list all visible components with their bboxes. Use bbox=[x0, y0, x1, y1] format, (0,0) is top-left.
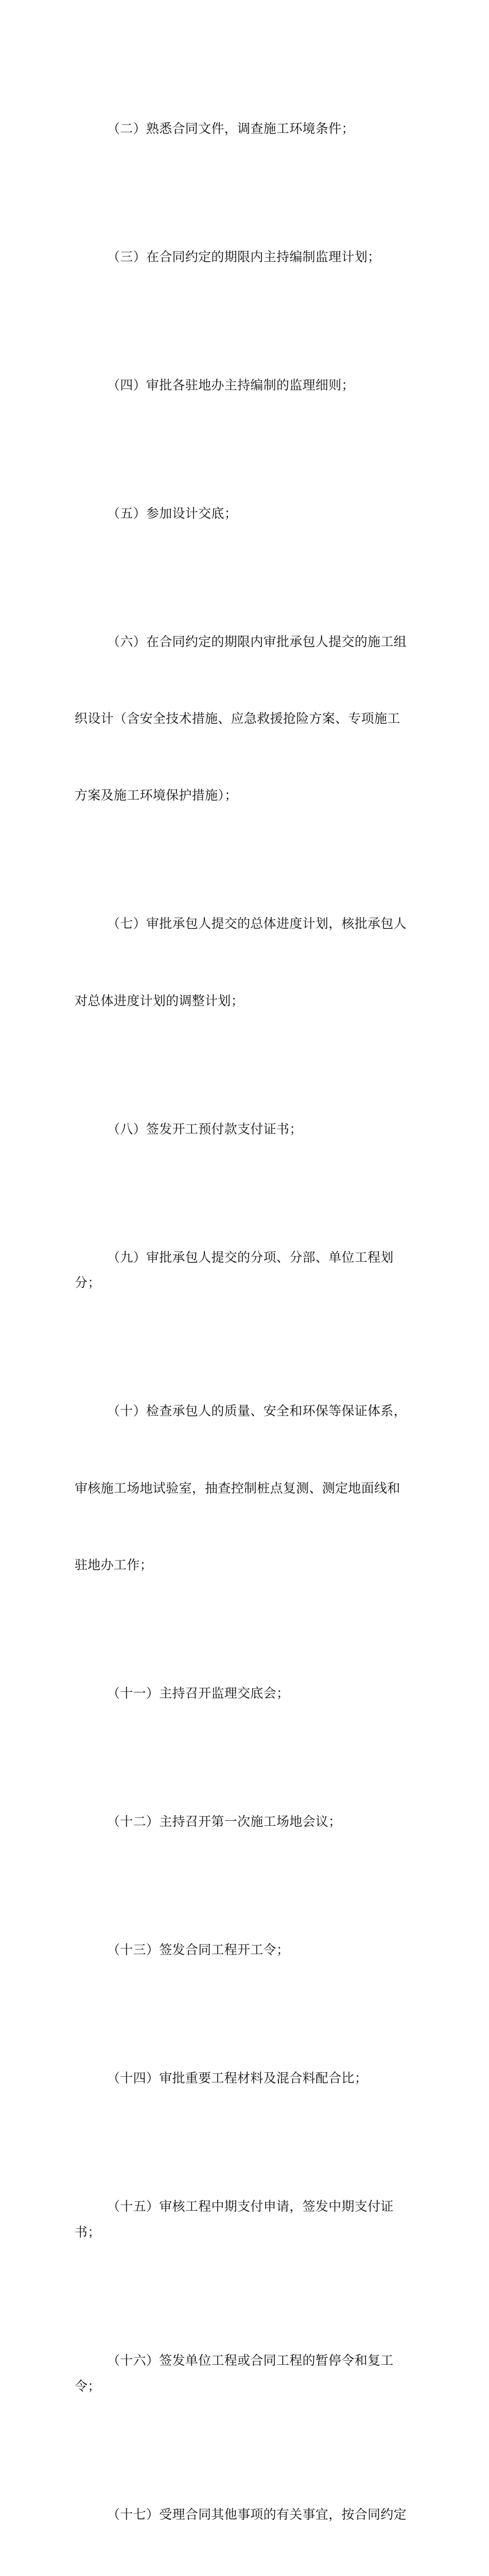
text-line: 对总体进度计划的调整计划； bbox=[75, 993, 244, 1008]
paragraph-11 bbox=[75, 1630, 409, 1758]
text-line: （八）签发开工预付款支付证书； bbox=[107, 1121, 303, 1137]
paragraph-9 bbox=[75, 1193, 409, 1347]
text-line: 织设计（含安全技术措施、应急救援抢险方案、专项施工 bbox=[75, 710, 400, 726]
text-line: （十二）主持召开第一次施工场地会议； bbox=[107, 1814, 342, 1829]
paragraph-10 bbox=[75, 1347, 409, 1630]
text-line: （十五）审核工程中期支付申请，签发中期支付证书； bbox=[75, 2199, 394, 2240]
paragraph-7 bbox=[75, 860, 409, 1065]
paragraph-12 bbox=[75, 1758, 409, 1886]
text-line: （五）参加设计交底； bbox=[107, 505, 238, 521]
paragraph-16 bbox=[75, 2296, 409, 2450]
paragraph-4 bbox=[75, 321, 409, 449]
paragraph-13 bbox=[75, 1886, 409, 2014]
text-line: （十六）签发单位工程或合同工程的暂停令和复工令； bbox=[75, 2352, 394, 2394]
text-line: （十四）审批重要工程材料及混合料配合比； bbox=[107, 2071, 368, 2086]
paragraph-17 bbox=[75, 2450, 409, 2576]
text-line: （三）在合同约定的期限内主持编制监理计划； bbox=[107, 249, 381, 264]
text-line: 审核施工场地试验室，抽查控制桩点复测、测定地面线和 bbox=[75, 1480, 400, 1496]
text-line: 驻地办工作； bbox=[75, 1557, 153, 1573]
text-line: （十三）签发合同工程开工令； bbox=[107, 1942, 290, 1958]
paragraph-14 bbox=[75, 2014, 409, 2143]
paragraph-8 bbox=[75, 1065, 409, 1193]
document-body bbox=[75, 64, 409, 2576]
text-line: 方案及施工环境保护措施）； bbox=[75, 788, 238, 803]
text-line: （七）审批承包人提交的总体进度计划，核批承包人 bbox=[107, 916, 407, 931]
text-line: （九）审批承包人提交的分项、分部、单位工程划分； bbox=[75, 1249, 394, 1291]
paragraph-2 bbox=[75, 64, 409, 193]
text-line: （十）检查承包人的质量、安全和环保等保证体系， bbox=[107, 1403, 407, 1419]
text-line: （四）审批各驻地办主持编制的监理细则； bbox=[107, 377, 355, 393]
text-line: （十一）主持召开监理交底会； bbox=[107, 1686, 290, 1701]
text-line: （二）熟悉合同文件，调查施工环境条件； bbox=[107, 121, 355, 136]
text-line: （十七）受理合同其他事项的有关事宜，按合同约定 bbox=[107, 2506, 407, 2522]
text-line: （六）在合同约定的期限内审批承包人提交的施工组 bbox=[107, 634, 407, 649]
paragraph-5 bbox=[75, 449, 409, 578]
paragraph-6 bbox=[75, 578, 409, 860]
paragraph-3 bbox=[75, 193, 409, 321]
paragraph-15 bbox=[75, 2143, 409, 2297]
